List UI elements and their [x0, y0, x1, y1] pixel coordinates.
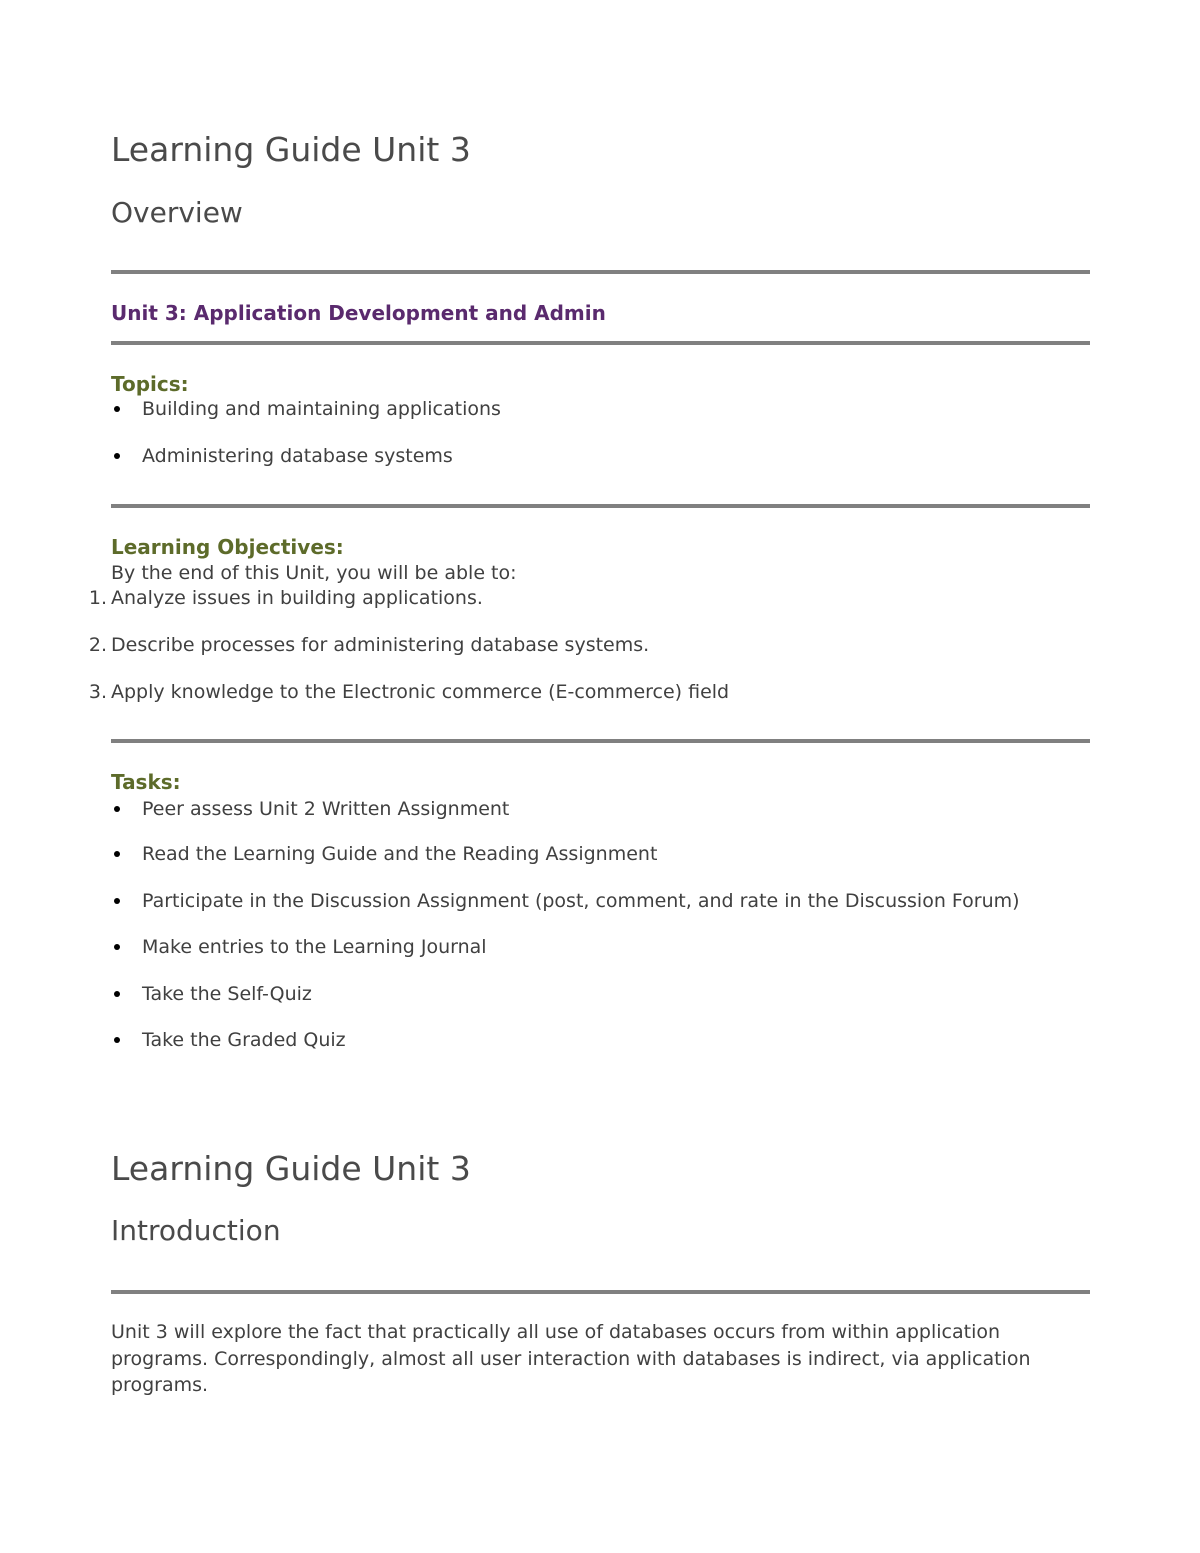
bullet-icon: [114, 944, 120, 950]
divider: [111, 504, 1090, 508]
list-number: 3 .: [83, 679, 107, 705]
list-item-text: Peer assess Unit 2 Written Assignment: [142, 798, 510, 820]
list-item-text: Describe processes for administering database systems.: [111, 634, 650, 656]
section-subtitle-overview: Overview: [111, 196, 243, 229]
list-number: 1 .: [83, 585, 107, 611]
list-item-text: Apply knowledge to the Electronic commerce (E-commerce) field: [111, 681, 730, 703]
bullet-icon: [114, 1037, 120, 1043]
divider: [111, 739, 1090, 743]
topics-label: Topics:: [111, 372, 189, 396]
page-title: Learning Guide Unit 3: [111, 1149, 471, 1188]
list-item-text: Take the Self-Quiz: [142, 983, 312, 1005]
bullet-icon: [114, 406, 120, 412]
list-number: 2 .: [83, 632, 107, 658]
section-subtitle-introduction: Introduction: [111, 1214, 281, 1247]
bullet-icon: [114, 453, 120, 459]
divider: [111, 1290, 1090, 1294]
list-item-text: Building and maintaining applications: [142, 398, 501, 420]
introduction-paragraph: Unit 3 will explore the fact that practically all use of databases occurs from within application programs. Correspondingly, almost all user interaction with databases is indirect, via application programs.: [111, 1321, 1031, 1396]
bullet-icon: [114, 806, 120, 812]
list-item-text: Make entries to the Learning Journal: [142, 936, 487, 958]
divider: [111, 341, 1090, 345]
bullet-icon: [114, 851, 120, 857]
list-item-text: Participate in the Discussion Assignment (post, comment, and rate in the Discussion Forum): [142, 890, 1020, 912]
list-item-text: Read the Learning Guide and the Reading Assignment: [142, 843, 658, 865]
list-item-text: Administering database systems: [142, 445, 453, 467]
list-item-text: Take the Graded Quiz: [142, 1029, 346, 1051]
page-title: Learning Guide Unit 3: [111, 130, 471, 169]
unit-title: Unit 3: Application Development and Admin: [111, 301, 606, 325]
bullet-icon: [114, 898, 120, 904]
list-item-text: Analyze issues in building applications.: [111, 587, 483, 609]
objectives-intro: By the end of this Unit, you will be able to:: [111, 562, 517, 584]
objectives-label: Learning Objectives:: [111, 535, 344, 559]
tasks-label: Tasks:: [111, 770, 181, 794]
bullet-icon: [114, 991, 120, 997]
divider: [111, 270, 1090, 274]
